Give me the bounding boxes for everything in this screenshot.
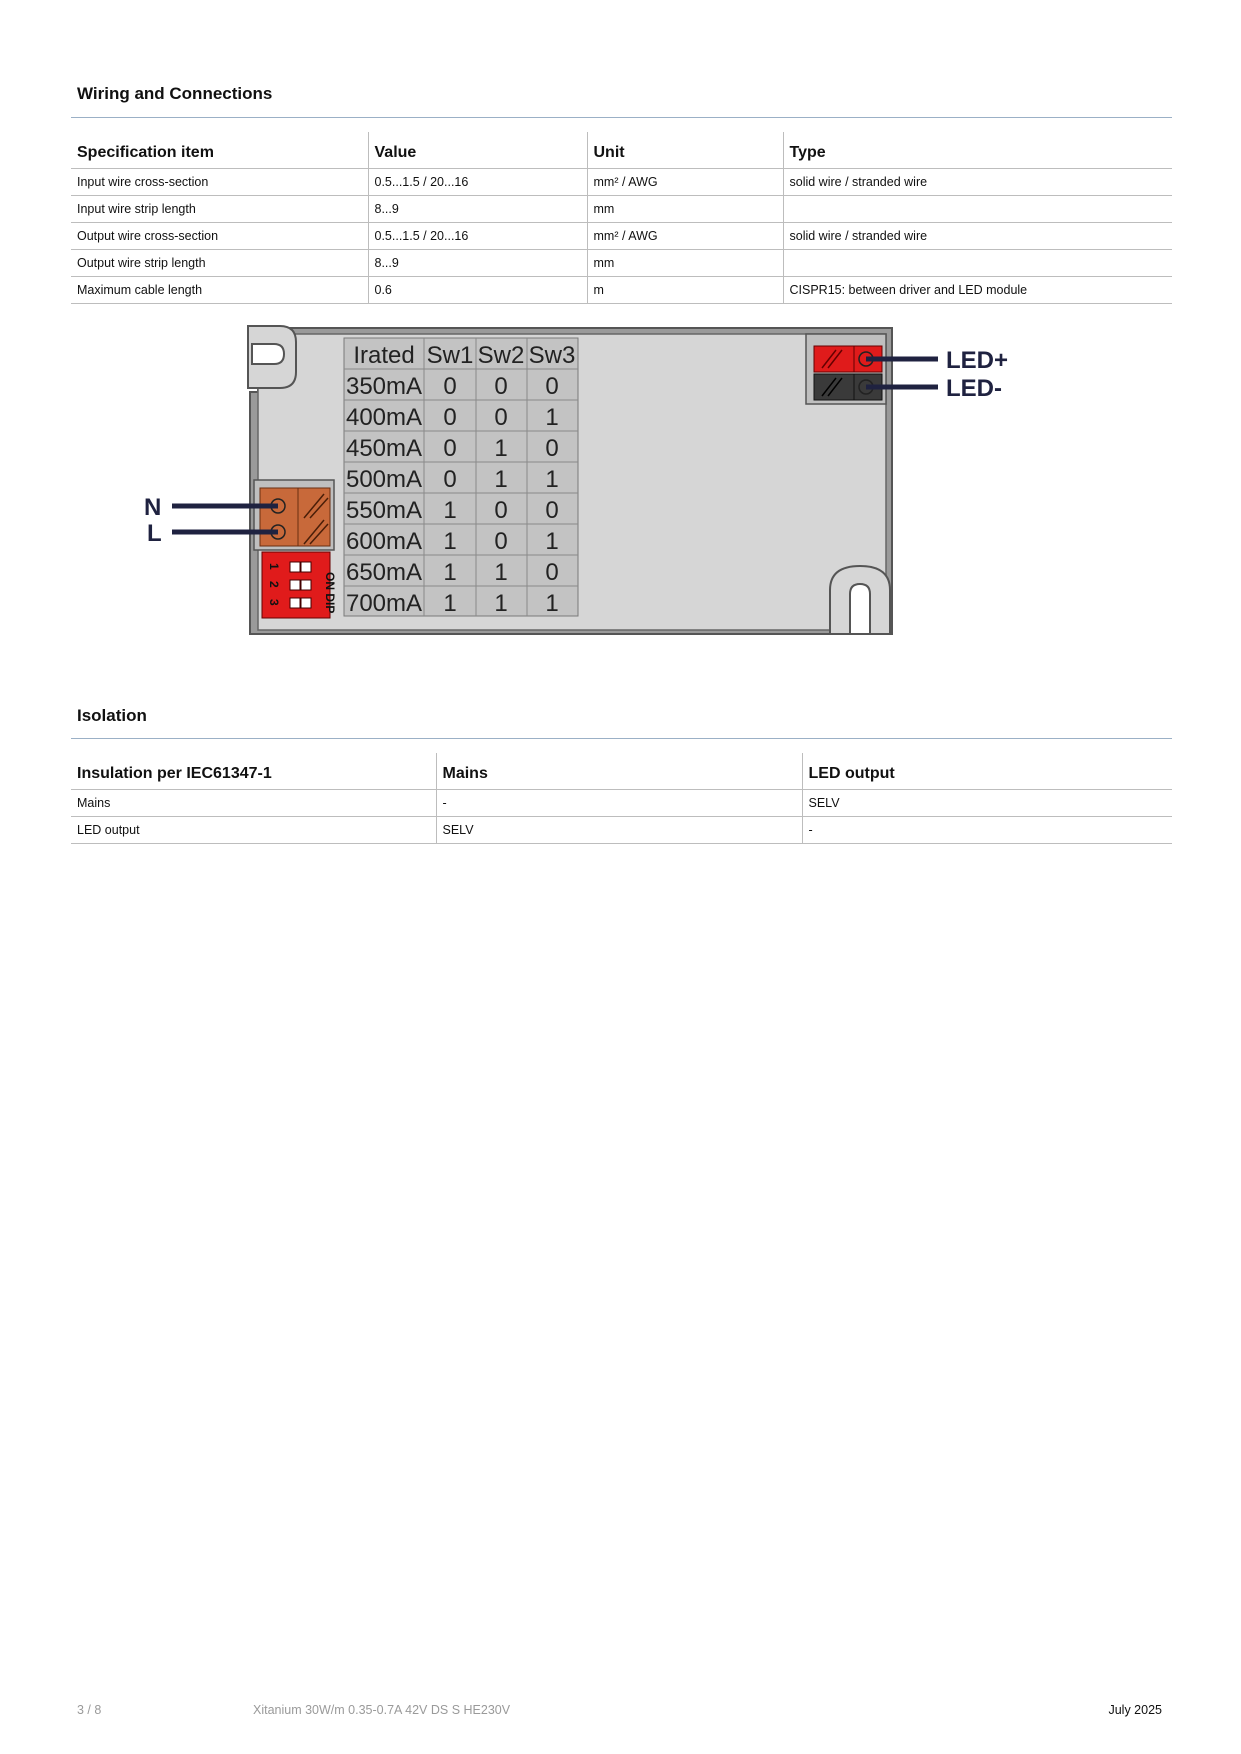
switch-value: 0 xyxy=(443,373,457,400)
table-cell: 0.5...1.5 / 20...16 xyxy=(368,169,587,196)
current-value: 450mA xyxy=(345,435,423,462)
column-header: LED output xyxy=(802,753,1172,790)
switch-value: 0 xyxy=(443,466,457,493)
table-cell: SELV xyxy=(436,817,802,844)
table-row xyxy=(71,817,1172,844)
table-cell xyxy=(783,196,1172,223)
table-cell: solid wire / stranded wire xyxy=(783,223,1172,250)
mains-input-terminal xyxy=(254,480,334,550)
isolation-table xyxy=(71,753,1172,844)
table-row xyxy=(71,223,1172,250)
table-cell: Output wire strip length xyxy=(71,250,368,277)
switch-value: 1 xyxy=(494,466,508,493)
table-row xyxy=(71,790,1172,817)
switch-value: 1 xyxy=(494,435,508,462)
column-header: Specification item xyxy=(71,132,368,169)
switch-value: 0 xyxy=(443,404,457,431)
table-cell: Input wire strip length xyxy=(71,196,368,223)
switch-value: 1 xyxy=(443,559,457,586)
current-value: 600mA xyxy=(345,528,423,555)
current-value: 550mA xyxy=(345,497,423,524)
current-value: 500mA xyxy=(345,466,423,493)
table-header-row xyxy=(71,132,1172,169)
table-row xyxy=(71,169,1172,196)
switch-value: 0 xyxy=(494,404,508,431)
page-number: 3 / 8 xyxy=(77,1703,102,1717)
column-header: Value xyxy=(368,132,587,169)
current-table-header: Sw1 xyxy=(426,342,474,369)
switch-value: 1 xyxy=(443,528,457,555)
led-output-terminal xyxy=(806,334,886,404)
switch-value: 1 xyxy=(545,590,559,617)
dip-title: ON DIP xyxy=(323,572,337,614)
current-setting-table xyxy=(344,338,578,617)
product-name: Xitanium 30W/m 0.35-0.7A 42V DS S HE230V xyxy=(253,1703,511,1717)
table-cell: - xyxy=(802,817,1172,844)
switch-value: 1 xyxy=(545,404,559,431)
table-cell: - xyxy=(436,790,802,817)
table-cell: LED output xyxy=(71,817,436,844)
column-header: Insulation per IEC61347-1 xyxy=(71,753,436,790)
column-header: Type xyxy=(783,132,1172,169)
switch-value: 1 xyxy=(545,528,559,555)
current-table-header: Sw2 xyxy=(477,342,525,369)
current-value: 350mA xyxy=(345,373,423,400)
table-header-row xyxy=(71,753,1172,790)
section-divider xyxy=(71,738,1172,739)
dip-number: 1 xyxy=(267,563,281,570)
dip-switch xyxy=(262,552,337,618)
current-table-header: Sw3 xyxy=(528,342,576,369)
current-table-header: Irated xyxy=(353,342,415,369)
table-cell: Output wire cross-section xyxy=(71,223,368,250)
table-cell: mm xyxy=(587,196,783,223)
table-cell: mm xyxy=(587,250,783,277)
table-cell: Mains xyxy=(71,790,436,817)
switch-value: 0 xyxy=(545,497,559,524)
table-cell: Input wire cross-section xyxy=(71,169,368,196)
section-title-isolation: Isolation xyxy=(77,706,147,725)
table-cell: 8...9 xyxy=(368,250,587,277)
table-cell: Maximum cable length xyxy=(71,277,368,304)
current-value: 650mA xyxy=(345,559,423,586)
switch-value: 1 xyxy=(494,590,508,617)
led-minus-label: LED- xyxy=(946,375,1002,402)
switch-value: 1 xyxy=(443,590,457,617)
current-value: 700mA xyxy=(345,590,423,617)
section-divider xyxy=(71,117,1172,118)
table-cell: solid wire / stranded wire xyxy=(783,169,1172,196)
table-cell: mm² / AWG xyxy=(587,169,783,196)
table-cell: CISPR15: between driver and LED module xyxy=(783,277,1172,304)
column-header: Mains xyxy=(436,753,802,790)
switch-value: 0 xyxy=(545,373,559,400)
table-cell: 8...9 xyxy=(368,196,587,223)
switch-value: 0 xyxy=(494,497,508,524)
switch-value: 1 xyxy=(494,559,508,586)
dip-number: 3 xyxy=(267,599,281,606)
table-cell: 0.5...1.5 / 20...16 xyxy=(368,223,587,250)
switch-value: 0 xyxy=(494,373,508,400)
switch-value: 1 xyxy=(443,497,457,524)
table-cell: SELV xyxy=(802,790,1172,817)
switch-value: 0 xyxy=(545,559,559,586)
wiring-table xyxy=(71,132,1172,304)
section-title-wiring: Wiring and Connections xyxy=(77,84,273,103)
switch-value: 1 xyxy=(545,466,559,493)
dip-number: 2 xyxy=(267,581,281,588)
switch-value: 0 xyxy=(443,435,457,462)
switch-value: 0 xyxy=(545,435,559,462)
document-date: July 2025 xyxy=(1108,1703,1162,1717)
driver-wiring-diagram xyxy=(130,322,1030,642)
switch-value: 0 xyxy=(494,528,508,555)
column-header: Unit xyxy=(587,132,783,169)
table-cell: mm² / AWG xyxy=(587,223,783,250)
live-label: L xyxy=(147,520,162,547)
table-row xyxy=(71,250,1172,277)
current-value: 400mA xyxy=(345,404,423,431)
table-row xyxy=(71,277,1172,304)
table-row xyxy=(71,196,1172,223)
neutral-label: N xyxy=(144,494,162,521)
table-cell xyxy=(783,250,1172,277)
table-cell: m xyxy=(587,277,783,304)
table-cell: 0.6 xyxy=(368,277,587,304)
led-plus-label: LED+ xyxy=(946,347,1009,374)
